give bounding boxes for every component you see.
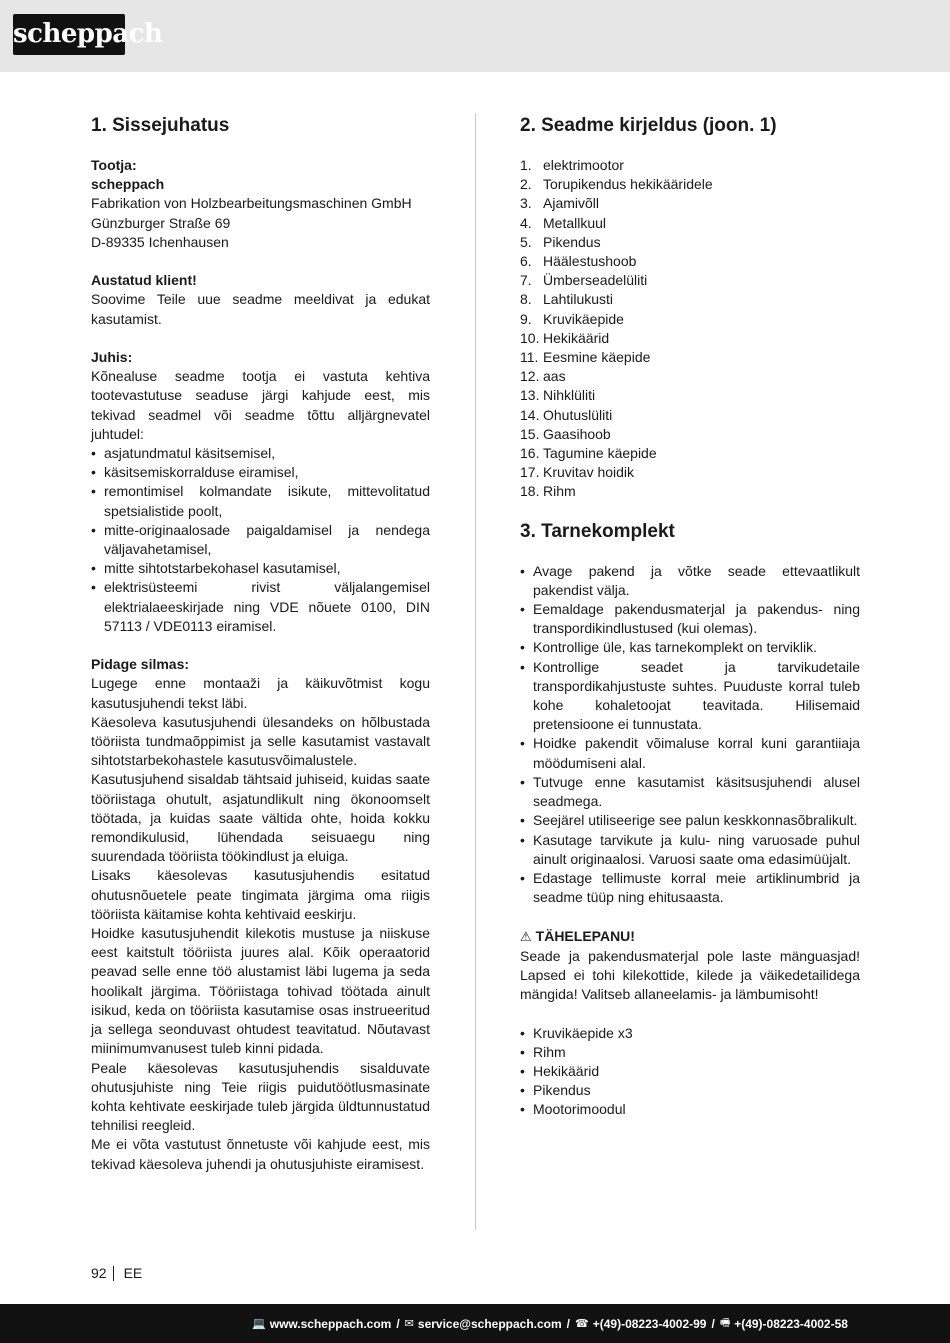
liability-list	[91, 444, 430, 636]
note-text: Kõnealuse seadme tootja ei vastuta kehtiva tootevastutuse seaduse järgi kahjude eest, mis tekivad seadmel või seadme tõttu alljärgnevatel juhtudel:	[91, 368, 430, 442]
list-item: • Kontrollige seadet ja tarvikudetaile transpordikahjustuste suhtes. Puuduste korral tuleb kohe kohaletoojat teavitada. Hilisemaid pretensioone ei tunnustata.	[520, 658, 860, 735]
list-item: 17. Kruvitav hoidik	[520, 464, 635, 481]
warning-triangle-icon: ⚠	[520, 929, 532, 945]
delivery-list	[520, 562, 860, 908]
paragraph: Me ei võta vastutust õnnetuste või kahjude eest, mis tekivad käesoleva juhendi ja ohutusjuhiste eiramisest.	[91, 1136, 430, 1172]
phone-icon: ☎	[575, 1317, 589, 1330]
contact-bar	[0, 1304, 950, 1343]
list-item: 14. Ohutuslüliti	[520, 406, 613, 423]
paragraph: Lisaks käesolevas kasutusjuhendis esitatud ohutusnõuetele peate tingimata järgima oma riigis tööriista käitamise kohta kehtivaid eeskirju.	[91, 867, 430, 922]
parts-list	[520, 156, 860, 502]
list-item: • Mootorimoodul	[520, 1100, 860, 1119]
list-item: • Kasutage tarvikute ja kulu- ning varuosade puhul ainult originaalosi. Varuosi saate oma edasimüüjalt.	[520, 831, 860, 869]
list-item: 4. Metallkuul	[520, 214, 607, 231]
footer-separator	[113, 1266, 114, 1281]
scheppach-logo: scheppach	[13, 14, 125, 55]
right-column	[520, 112, 860, 1120]
list-item: 13. Nihklüliti	[520, 387, 596, 404]
contents-list	[520, 1024, 860, 1120]
warning-heading: ⚠ TÄHELEPANU!	[520, 927, 635, 945]
list-item: 16. Tagumine käepide	[520, 445, 657, 462]
note-label: Juhis:	[91, 349, 133, 365]
dear-customer-text: Soovime Teile uue seadme meeldivat ja edukat kasutamist.	[91, 291, 430, 327]
list-item: 1. elektrimootor	[520, 157, 624, 173]
page-number: 92	[91, 1265, 107, 1281]
list-item: 7. Ümberseadelüliti	[520, 272, 648, 289]
manufacturer-label: Tootja:	[91, 157, 137, 173]
computer-icon: 💻	[252, 1317, 266, 1330]
list-item: • mitte-originaalosade paigaldamisel ja nendega väljavahetamisel,	[91, 521, 430, 559]
list-item: 10. Hekikäärid	[520, 329, 610, 346]
list-item: 6. Häälestushoob	[520, 253, 637, 270]
list-item: • Kontrollige üle, kas tarnekomplekt on terviklik.	[520, 638, 860, 657]
phone-number: +(49)-08223-4002-99	[592, 1316, 707, 1331]
address-line: D-89335 Ichenhausen	[91, 233, 229, 250]
list-item: • Pikendus	[520, 1081, 860, 1100]
list-item: • käsitsemiskorralduse eiramisel,	[91, 463, 430, 482]
list-item: • Hekikäärid	[520, 1062, 860, 1081]
list-item: 5. Pikendus	[520, 233, 601, 250]
fax-number: +(49)-08223-4002-58	[734, 1316, 848, 1331]
section-heading-device-description: 2. Seadme kirjeldus (joon. 1)	[520, 115, 777, 136]
list-item: • Hoidke pakendit võimaluse korral kuni garantiiaja möödumiseni alal.	[520, 734, 860, 772]
email-link[interactable]: service@scheppach.com	[417, 1316, 562, 1331]
header-band	[0, 0, 950, 72]
list-item: 9. Kruvikäepide	[520, 310, 624, 327]
paragraph: Kasutusjuhend sisaldab tähtsaid juhiseid, kuidas saate tööriistaga ohutult, asjatundlikult ning ökonoomselt töötada, ja kuidas saate vältida ohte, hoida kokku remondikulusid, lühendada seisuaegu ning suurendada tööriista töökindlust ja eluiga.	[91, 771, 430, 865]
separator: /	[711, 1316, 715, 1331]
address-line: Fabrikation von Holzbearbeitungsmaschinen GmbH	[91, 195, 412, 212]
website-link[interactable]: www.scheppach.com	[269, 1316, 392, 1331]
list-item: • Seejärel utiliseerige see palun keskkonnasõbralikult.	[520, 811, 860, 830]
manufacturer-name: scheppach	[91, 176, 165, 193]
separator: /	[566, 1316, 571, 1331]
section-heading-delivery: 3. Tarnekomplekt	[520, 520, 675, 542]
paragraph: Lugege enne montaaži ja käikuvõtmist kogu kasutusjuhendi tekst läbi.	[91, 675, 430, 711]
address-line: Günzburger Straße 69	[91, 214, 231, 231]
list-item: 15. Gaasihoob	[520, 425, 611, 442]
list-item: • Edastage tellimuste korral meie artiklinumbrid ja seadme tüüp ning ehitusaasta.	[520, 869, 860, 907]
list-item: 12. aas	[520, 368, 566, 385]
paragraph: Peale käesolevas kasutusjuhendis sisalduvate ohutusjuhiste ning Teie riigis puidutöötlusmasinate kohta kehtivate eeskirjade tuleb järgida üldtunnustatud tehnilisi reegleid.	[91, 1059, 430, 1134]
separator: /	[396, 1316, 400, 1331]
remember-label: Pidage silmas:	[91, 656, 190, 673]
language-code: EE	[123, 1265, 143, 1281]
list-item: • Kruvikäepide x3	[520, 1024, 860, 1043]
list-item: • mitte sihtotstarbekohasel kasutamisel,	[91, 559, 430, 578]
list-item: • elektrisüsteemi rivist väljalangemisel elektrialaeeskirjade ning VDE nõuete 0100, DIN 57113 / VDE0113 eiramisel.	[91, 578, 430, 636]
section-heading-introduction: 1. Sissejuhatus	[91, 115, 230, 136]
list-item: • Avage pakend ja võtke seade ettevaatlikult pakendist välja.	[520, 562, 860, 600]
list-item: 18. Rihm	[520, 483, 576, 500]
paragraph: Hoidke kasutusjuhendit kilekotis mustuse ja niiskuse eest kaitstult tööriista juures alal. Kõik operaatorid peavad selle enne töö alustamist läbi lugema ja seda hoolikalt järgima. Tööriistaga tohivad töötada ainult isikud, keda on tööriista kasutamise osas instrueeritud ja sellega seonduvast ohtudest teavitatud. Nõutavast miinimumvanusest tuleb kinni pidada.	[91, 925, 430, 1057]
list-item: • remontimisel kolmandate isikute, mittevolitatud spetsialistide poolt,	[91, 482, 430, 520]
warning-text: Seade ja pakendusmaterjal pole laste mänguasjad! Lapsed ei tohi kilekottide, kilede ja väikedetailidega mängida! Valitseb allaneelamis- ja lämbumisoht!	[520, 947, 860, 1003]
list-item: 11. Eesmine käepide	[520, 349, 651, 366]
list-item: • Rihm	[520, 1043, 860, 1062]
column-divider	[475, 113, 476, 1230]
page-footer	[91, 1264, 142, 1283]
dear-customer-label: Austatud klient!	[91, 272, 197, 289]
fax-icon: 🖷	[719, 1316, 731, 1329]
list-item: 2. Torupikendus hekikääridele	[520, 176, 713, 193]
list-item: 8. Lahtilukusti	[520, 291, 614, 308]
list-item: 3. Ajamivõll	[520, 195, 600, 212]
email-icon: ✉	[404, 1317, 414, 1330]
paragraph: Käesoleva kasutusjuhendi ülesandeks on hõlbustada tööriista tundmaõppimist ja selle kasutamist vastavalt sihtotstarbekohastele kasutusvõimalustele.	[91, 713, 430, 769]
list-item: • Eemaldage pakendusmaterjal ja pakendus- ning transpordikindlustused (kui olemas).	[520, 600, 860, 638]
list-item: • asjatundmatul käsitsemisel,	[91, 444, 430, 463]
list-item: • Tutvuge enne kasutamist käsitsusjuhendi alusel seadmega.	[520, 773, 860, 811]
left-column	[91, 112, 430, 1174]
